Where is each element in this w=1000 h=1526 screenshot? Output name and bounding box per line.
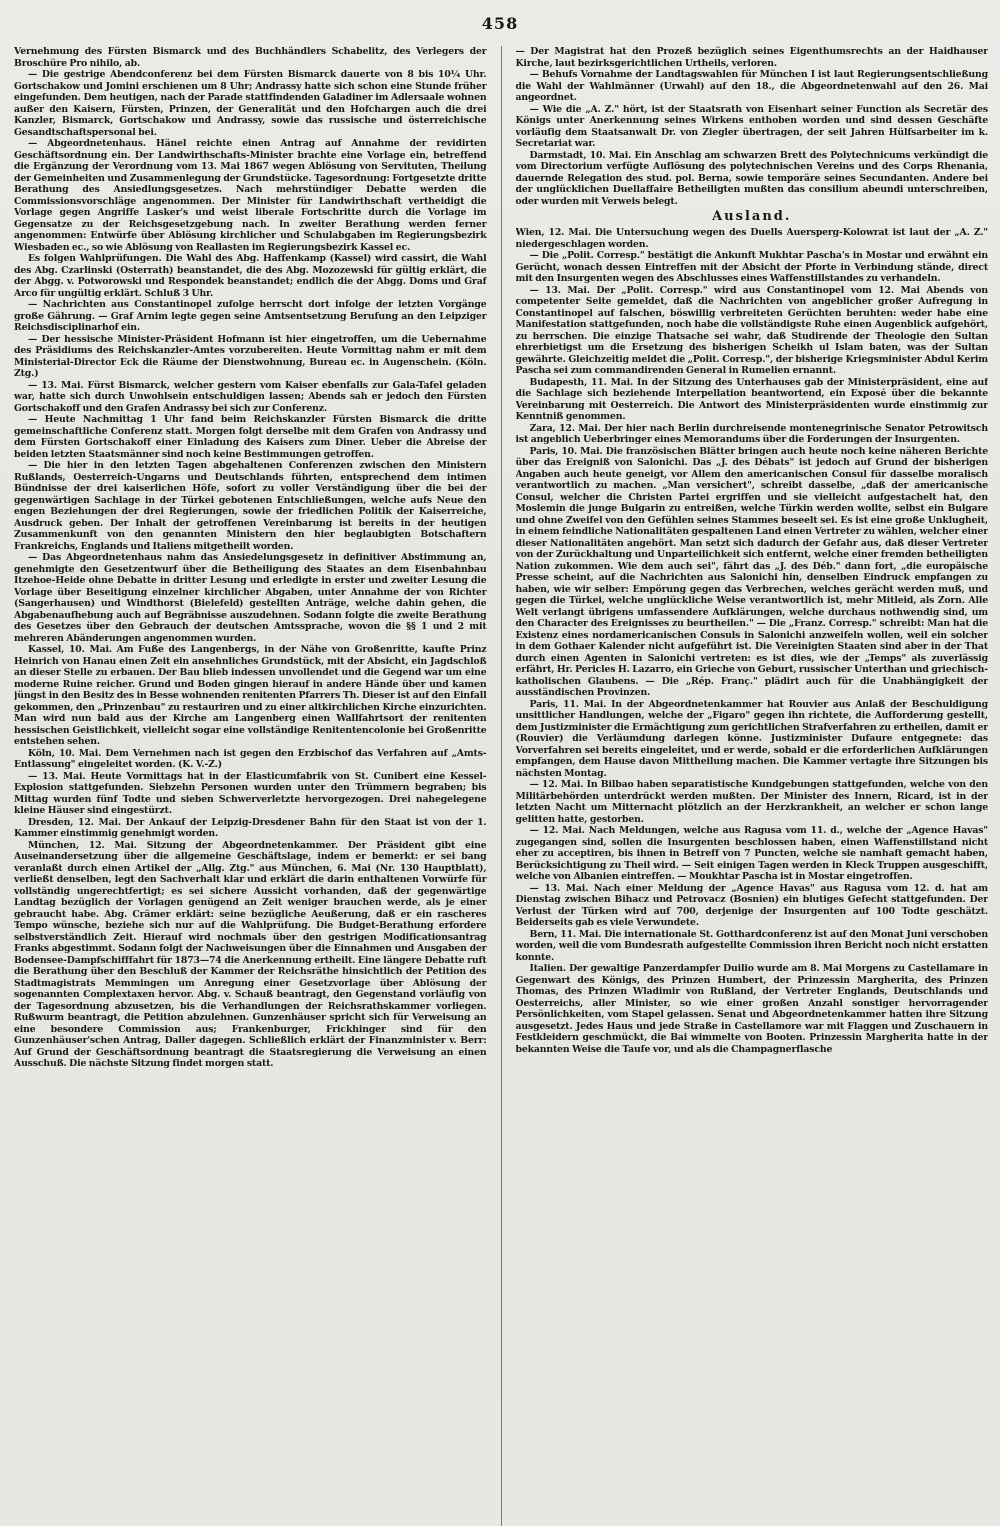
article-paragraph: Vernehmung des Fürsten Bismarck und des Buchhändlers Schabelitz, des Verlegers der Broschüre Pro nihilo, ab.	[14, 46, 487, 69]
article-paragraph: — 13. Mai. Nach einer Meldung der „Agence Havas" aus Ragusa vom 12. d. hat am Dienstag zwischen Bihacz und Petrovacz (Bosnien) ein blutiges Gefecht stattgefunden. Der Verlust der Türken wird auf 700, derjenige der Insurgenten auf 100 Todte geschätzt. Beiderseits gab es viele Verwundete.	[515, 882, 988, 928]
article-paragraph: — Abgeordnetenhaus. Hänel reichte einen Antrag auf Annahme der revidirten Geschäftsordnung ein. Der Landwirthschafts-Minister brachte eine Vorlage ein, betreffend die Ergänzung der Verordnung vom 13. Mai 1867 wegen Ablösung von Servituten, Theilung der Gemeinheiten und Zusammenlegung der Grundstücke. Tagesordnung: Fortgesetzte dritte Berathung des Ansiedlungsgesetzes. Nach mehrstündiger Debatte werden die Commissionsvorschläge angenommen. Der Minister für Landwirthschaft vertheidigt die Vorlage gegen Angriffe Lasker's und weist liberale Fortschritte durch die Vorlage im Gegensatze zu der Reichsgesetzgebung nach. In zweiter Berathung werden ferner angenommen: Entwürfe über Ablösung kirchlicher und Schulabgaben im Regierungsbezirk Wiesbaden ec., so wie Ablösung von Reallasten im Regierungsbezirk Kassel ec.	[14, 138, 487, 253]
right-column	[516, 46, 989, 1526]
article-paragraph: Kassel, 10. Mai. Am Fuße des Langenbergs, in der Nähe von Großenritte, kaufte Prinz Heinrich von Hanau einen Zeit ein ansehnliches Grundstück, mit der Absicht, ein Jagdschloß an dieser Stelle zu erbauen. Der Bau blieb indessen unvollendet und die Gegend war um eine moderne Ruine reicher. Grund und Boden gingen hierauf in andere Hände über und kamen jüngst in den Besitz des in Besse wohnenden renitenten Pfarrers Th. Dieser ist auf den Einfall gekommen, den „Prinzenbau" zu restauriren und zu einer altkirchlichen Kirche einzurichten. Man wird nun bald aus der Kirche am Langenberg einen Wallfahrtsort der renitenten hessischen Geistlichkeit, vielleicht sogar eine vollständige Renitentencolonie bei Großenritte entstehen sehen.	[14, 644, 487, 747]
article-paragraph: Italien. Der gewaltige Panzerdampfer Duilio wurde am 8. Mai Morgens zu Castellamare in Gegenwart des Königs, des Prinzen Humbert, der Prinzessin Margherita, des Prinzen Thomas, des Prinzen Wladimir von Rußland, der Vertreter Englands, Deutschlands und Oesterreichs, aller Minister, so wie einer großen Anzahl sonstiger hervorragender Persönlichkeiten, vom Stapel gelassen. Senat und Abgeordnetenkammer hatten ihre Sitzung ausgesetzt. Jedes Haus und jede Straße in Castellamore war mit Flaggen und Zuschauern in Festkleidern geschmückt, die Bai wimmelte von Booten. Prinzessin Margherita hatte in der bekannten Weise die Taufe vor, und als die Champagnerflasche	[515, 963, 988, 1055]
column-divider	[501, 46, 502, 1526]
article-paragraph: Dresden, 12. Mai. Der Ankauf der Leipzig-Dresdener Bahn für den Staat ist von der 1. Kammer einstimmig genehmigt worden.	[14, 816, 487, 839]
article-paragraph: Wien, 12. Mai. Die Untersuchung wegen des Duells Auersperg-Kolowrat ist laut der „A. Z." niedergeschlagen worden.	[515, 227, 988, 250]
article-paragraph: Es folgen Wahlprüfungen. Die Wahl des Abg. Haffenkamp (Kassel) wird cassirt, die Wahl des Abg. Czarlinski (Osterrath) beanstandet, die des Abg. Mozozewski für gültig erklärt, die der Abgg. v. Potworowski und Respondek beanstandet; endlich die der Abgg. Doms und Graf Arco für ungültig erklärt. Schluß 3 Uhr.	[14, 253, 487, 299]
right-column-bottom	[516, 227, 989, 1055]
article-paragraph: — 13. Mai. Der „Polit. Corresp." wird aus Constantinopel vom 12. Mai Abends von competenter Seite gemeldet, daß die Nachrichten von angeblicher großer Aufregung in Constantinopel auf falschen, böswillig verbreiteten Gerüchten beruhten: weder habe eine Manifestation stattgefunden, noch habe die vollständigste Ruhe einen Augenblick aufgehört, zu herrschen. Die einzige Thatsache sei wahr, daß Studirende der Theologie den Sultan ehrerbietigst um die Ersetzung des bisherigen Scheikh ul Islam baten, was der Sultan gewährte. Gleichzeitig meldet die „Polit. Corresp.", der bisherige Kriegsminister Abdul Kerim Pascha sei zum commandirenden General in Rumelien ernannt.	[515, 284, 988, 376]
article-paragraph: — Der Magistrat hat den Prozeß bezüglich seines Eigenthumsrechts an der Haidhauser Kirche, laut bezirksgerichtlichen Urtheils, verloren.	[515, 46, 988, 69]
article-paragraph: — Der hessische Minister-Präsident Hofmann ist hier eingetroffen, um die Uebernahme des Präsidiums des Reichskanzler-Amtes vorzubereiten. Heute Vormittag nahm er mit dem Ministerial-Director Eck die Räume der Dienstwohnung, Bureau ec. in Augenschein. (Köln. Ztg.)	[14, 333, 487, 379]
article-paragraph: München, 12. Mai. Sitzung der Abgeordnetenkammer. Der Präsident gibt eine Auseinandersetzung über die allgemeine Geschäftslage, indem er bemerkt: er sei bang veranlaßt durch einen Artikel der „Allg. Ztg." aus München, 6. Mai (Nr. 130 Hauptblatt), verließt denselben, legt den Sachverhalt klar und erklärt die darin enthaltenen Vorwürfe für vollständig ungerechtfertigt; es sei sichere Aussicht vorhanden, daß der gegenwärtige Landtag bezüglich der Vorlagen genügend an Zeit weniger brauchen werde, als je einer gebraucht habe. Abg. Crämer erklärt: seine bezügliche Aeußerung, daß er ein rascheres Tempo wünsche, beziehe sich nur auf die Wahlprüfung. Die Budget-Berathung erfordere selbstverständlich Zeit. Hierauf wird nochmals über den gestrigen Modificationsantrag Franks abgestimmt. Sodann folgt der Nachweisungen über die Einnahmen und Ausgaben der Bodensee-Dampfschifffahrt für 1873—74 die Anerkennung ertheilt. Eine längere Debatte ruft die Berathung über den Beschluß der Kammer der Reichsräthe hinsichtlich der Petition des Stadtmagistrats Memmingen um Anregung einer Gesetzvorlage über Ablösung der sogenannten Complextaxen hervor. Abg. v. Schauß beantragt, den Gegenstand vorläufig von der Tagesordnung abzusetzen, bis die Verhandlungen der Reichsrathskammer vorliegen. Rußwurm beantragt, die Petition abzulehnen. Gunzenhäuser spricht sich für Verweisung an eine besondere Commission aus; Frankenburger, Frickhinger sind für den Gunzenhäuser'schen Antrag, Daller dagegen. Schließlich erklärt der Finanzminister v. Berr: Auf Grund der Geschäftsordnung beantragt die Staatsregierung die Verweisung an einen Ausschuß. Die nächste Sitzung findet morgen statt.	[14, 839, 487, 1069]
article-paragraph: — Die hier in den letzten Tagen abgehaltenen Conferenzen zwischen den Ministern Rußlands, Oesterreich-Ungarns und Deutschlands führten, entsprechend dem intimen Bündnisse der drei kaiserlichen Höfe, sofort zu voller Verständigung über die bei der gegenwärtigen Sachlage in der Türkei gebotenen Entschließungen, welche aufs Neue den engen Beziehungen der drei Regierungen, sowie der friedlichen Politik der Kaiserreiche, Ausdruck geben. Der Inhalt der getroffenen Vereinbarung ist bereits in der heutigen Zusammenkunft von den genannten Ministern den hier beglaubigten Botschaftern Frankreichs, Englands und Italiens mitgetheilt worden.	[14, 460, 487, 552]
left-column	[14, 46, 487, 1526]
section-heading-ausland: Ausland.	[712, 209, 792, 224]
article-paragraph: Budapesth, 11. Mai. In der Sitzung des Unterhauses gab der Ministerpräsident, eine auf die Sachlage sich beziehende Interpellation beantwortend, ein Exposé über die bekannte Vereinbarung mit Oesterreich. Die Antwort des Ministerpräsidenten wurde einstimmig zur Kenntniß genommen.	[515, 376, 988, 422]
page-number: 458	[481, 14, 519, 33]
article-paragraph: Zara, 12. Mai. Der hier nach Berlin durchreisende montenegrinische Senator Petrowitsch ist angeblich Ueberbringer eines Memorandums über die Forderungen der Insurgenten.	[515, 422, 988, 445]
columns	[14, 46, 988, 1526]
article-paragraph: — Die „Polit. Corresp." bestätigt die Ankunft Mukhtar Pascha's in Mostar und erwähnt ein Gerücht, wonach dessen Eintreffen mit der Absicht der Pforte in Verbindung stände, direct mit den Insurgenten wegen des Abschlusses eines Waffenstillstandes zu verhandeln.	[515, 250, 988, 284]
article-paragraph: — Das Abgeordnetenhaus nahm das Ansiedelungsgesetz in definitiver Abstimmung an, genehmigte den Gesetzentwurf über die Betheiligung des Staates an dem Eisenbahnbau Itzehoe-Heide ohne Debatte in dritter Lesung und erledigte in erster und zweiter Lesung die Vorlage über Beseitigung einzelner kirchlicher Abgaben, unter Annahme der von Richter (Sangerhausen) und Windthorst (Bielefeld) gestellten Anträge, welche dahin gehen, die Abgabenaufhebung auch auf Begräbnisse auszudehnen. Sodann folgte die zweite Berathung des Gesetzes über den Gebrauch der deutschen Amtssprache, wovon die §§ 1 und 2 mit mehreren Abänderungen angenommen wurden.	[14, 552, 487, 644]
article-paragraph: — Wie die „A. Z." hört, ist der Staatsrath von Eisenhart seiner Function als Secretär des Königs unter Anerkennung seines Wirkens enthoben worden und sind dessen Geschäfte vorläufig dem Staatsanwalt Dr. von Ziegler übertragen, der seit Jahren Hülfsarbeiter im k. Secretariat war.	[515, 103, 988, 149]
article-paragraph: — Heute Nachmittag 1 Uhr fand beim Reichskanzler Fürsten Bismarck die dritte gemeinschaftliche Conferenz statt. Morgen folgt derselbe mit dem Grafen von Andrassy und dem Fürsten Gortschakoff einer Einladung des Kaisers zum Diner. Ueber die Abreise der beiden letzten Staatsmänner sind noch keine Bestimmungen getroffen.	[14, 414, 487, 460]
article-paragraph: Paris, 10. Mai. Die französischen Blätter bringen auch heute noch keine näheren Berichte über das Ereigniß von Salonichi. Das „J. des Débats" ist jedoch auf Grund der bisherigen Angaben auch heute geneigt, vor Allem den americanischen Consul für dasselbe moralisch verantwortlich zu machen. „Man versichert", schreibt dasselbe, „daß der americanische Consul, welcher die Christen Partei ergriffen und sie vielleicht aufgestachelt hat, den Moslemin die junge Bulgarin zu entreißen, welche Türkin werden wollte, selbst ein Bulgare und ohne Zweifel von den Gefühlen seines Stammes beseelt sei. Es ist eine große Unklugheit, in einem feindliche Nationalitäten gespaltenen Land einen Vertreter zu wählen, welcher einer dieser Nationalitäten angehört. Man setzt sich dadurch der Gefahr aus, daß dieser Vertreter von der Zurückhaltung und Unparteilichkeit sich entfernt, welche einer fremden betheiligten Nation zukommen. Wie dem auch sei", fährt das „J. des Déb." dann fort, „die europäische Presse scheint, auf die Nachrichten aus Salonichi hin, denselben Eindruck empfangen zu haben, wie wir selber: Empörung gegen das Verbrechen, welches gerächt werden muß, und gegen die Türkei, welche unglückliche Weise verantwortlich ist, mehr Mitleid, als Zorn. Alle Welt verlangt übrigens umfassendere Aufklärungen, welche durchaus nothwendig sind, um den Character des Ereignisses zu beurtheilen." — Die „Franz. Corresp." schreibt: Man hat die Existenz eines nordamericanischen Consuls in Salonichi anzweifeln wollen, weil ein solcher in dem Gothaer Kalender nicht aufgeführt ist. Die Vereinigten Staaten sind aber in der That durch einen Agenten in Salonichi vertreten: es ist dies, wie der „Temps" als zuverlässig erfährt, Hr. Pericles H. Lazarro, ein Grieche von Geburt, russischer Unterthan und griechisch-katholischen Glaubens. — Die „Rép. Franç." plädirt auch für die Unabhängigkeit der ausständischen Provinzen.	[515, 445, 988, 698]
article-paragraph: — 12. Mai. Nach Meldungen, welche aus Ragusa vom 11. d., welche der „Agence Havas" zugegangen sind, sollen die Insurgenten beschlossen haben, einen Waffenstillstand nicht eher zu acceptiren, bis ihnen in Betreff von 7 Puncten, welche sie namhaft gemacht haben, Berücksichtigung zu Theil wird. — Seit einigen Tagen werden in Kleck Truppen ausgeschifft, welche von Albanien eintreffen. — Moukhtar Pascha ist in Mostar eingetroffen.	[515, 825, 988, 882]
article-paragraph: — 13. Mai. Fürst Bismarck, welcher gestern vom Kaiser ebenfalls zur Gala-Tafel geladen war, hatte sich durch Unwohlsein entschuldigen lassen; Abends sah er jedoch den Fürsten Gortschakoff und den Grafen Andrassy bei sich zur Conferenz.	[14, 379, 487, 414]
article-paragraph: — Die gestrige Abendconferenz bei dem Fürsten Bismarck dauerte von 8 bis 10¼ Uhr. Gortschakow und Jomini erschienen um 8 Uhr; Andrassy hatte sich schon eine Stunde früher eingefunden. Dem heutigen, nach der Parade stattfindenden Galadiner im Adlersaale wohnen außer den Kaisern, Fürsten, Prinzen, der Generalität und den Hofchargen auch die drei Kanzler, Bismarck, Gortschakow und Andrassy, sowie das russische und österreichische Gesandtschaftspersonal bei.	[14, 69, 487, 138]
article-paragraph: Bern, 11. Mai. Die internationale St. Gotthardconferenz ist auf den Monat Juni verschoben worden, weil die vom Bundesrath aufgestellte Commission ihren Bericht noch nicht erstatten konnte.	[515, 928, 988, 963]
article-paragraph: — 13. Mai. Heute Vormittags hat in der Elasticumfabrik von St. Cunibert eine Kessel-Explosion stattgefunden. Siebzehn Personen wurden unter den Trümmern begraben; bis Mittag wurden fünf Todte und sieben Schwerverletzte hervorgezogen. Drei nahegelegene kleine Häuser sind eingestürzt.	[14, 770, 487, 816]
article-paragraph: — 12. Mai. In Bilbao haben separatistische Kundgebungen stattgefunden, welche von den Militärbehörden unterdrückt werden mußten. Der Minister des Innern, Ricard, ist in der letzten Nacht um Mitternacht plötzlich an der Herzkrankheit, an welcher er schon lange gelitten hatte, gestorben.	[515, 779, 988, 825]
article-paragraph: — Behufs Vornahme der Landtagswahlen für München I ist laut Regierungsentschließung die Wahl der Wahlmänner (Urwahl) auf den 18., die Abgeordnetenwahl auf den 26. Mai angeordnet.	[515, 69, 988, 103]
article-paragraph: — Nachrichten aus Constantinopel zufolge herrscht dort infolge der letzten Vorgänge große Gährung. — Graf Arnim legte gegen seine Amtsentsetzung Berufung an den Leipziger Reichsdisciplinarhof ein.	[14, 299, 487, 333]
article-paragraph: Paris, 11. Mai. In der Abgeordnetenkammer hat Rouvier aus Anlaß der Beschuldigung unsittlicher Handlungen, welche der „Figaro" gegen ihn richtete, die Aufforderung gestellt, dem Justizminister die Ermächtigung zum gerichtlichen Strafverfahren zu ertheilen, damit er (Rouvier) die Verläumdung darlegen könne. Justizminister Dufaure entgegnete: das Vorverfahren sei bereits eingeleitet, und er werde, sobald er die erforderlichen Aufklärungen empfangen, dem Hause davon Mittheilung machen. Die Kammer vertagte ihre Sitzungen bis nächsten Montag.	[515, 698, 988, 779]
article-paragraph: Darmstadt, 10. Mai. Ein Anschlag am schwarzen Brett des Polytechnicums verkündigt die vom Directorium verfügte Auflösung des polytechnischen Vereins und des Corps Rhenania, dauernde Relegation des stud. pol. Berna, sowie temporäre seines Secundanten. Andere bei der unglücklichen Duellaffaire Betheiligten mußten das consilium abeundi unterschreiben, oder wurden mit Verweis belegt.	[515, 149, 988, 207]
right-column-top	[516, 46, 989, 207]
article-paragraph: Köln, 10. Mai. Dem Vernehmen nach ist gegen den Erzbischof das Verfahren auf „Amts-Entlassung" eingeleitet worden. (K. V.-Z.)	[14, 747, 487, 770]
